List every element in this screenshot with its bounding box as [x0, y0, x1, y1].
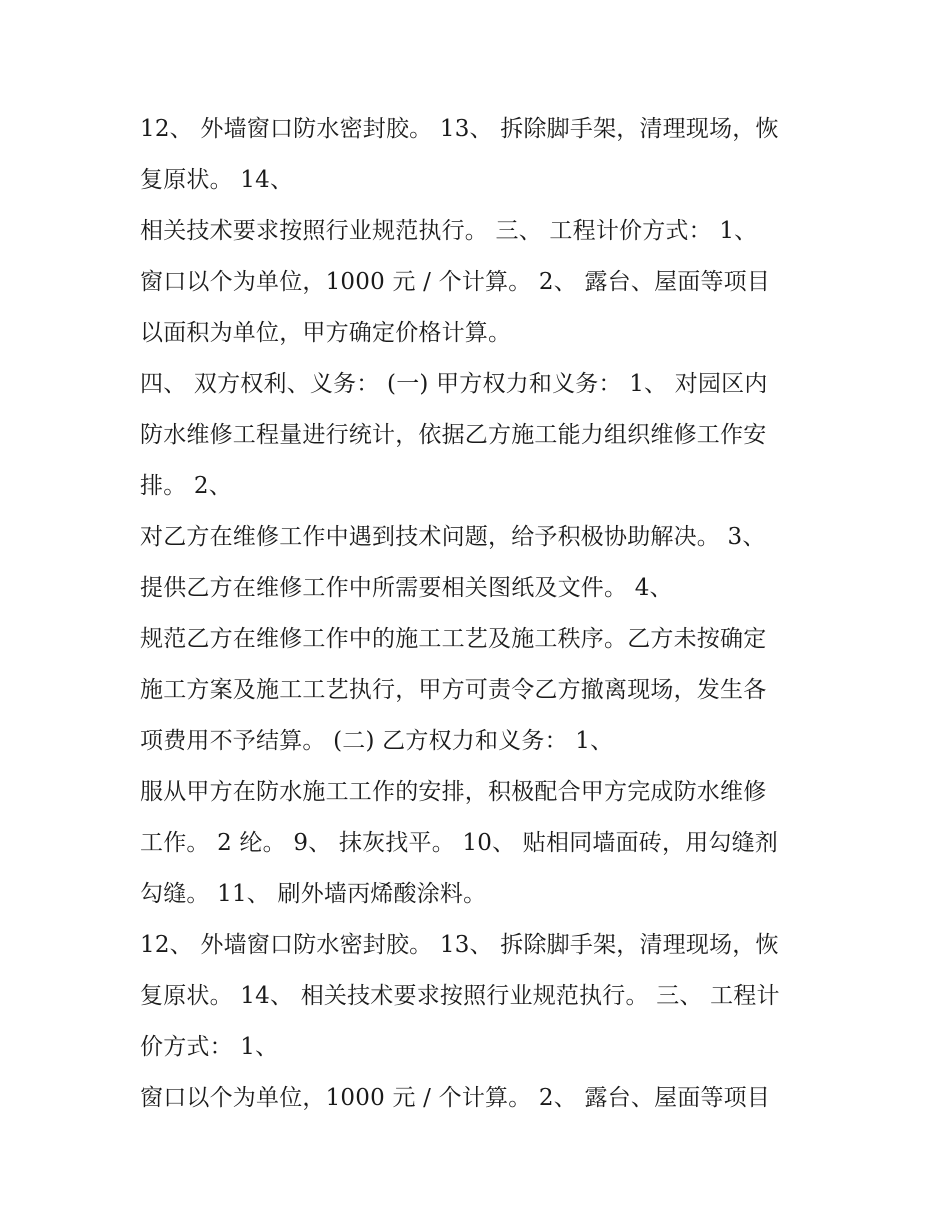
text-line: 项费用不予结算。 (二) 乙方权力和义务： 1、	[140, 728, 614, 754]
text-line: 以面积为单位，甲方确定价格计算。	[140, 320, 512, 346]
text-line: 工作。 2 纶。 9、 抹灰找平。 10、 贴相同墙面砖，用勾缝剂	[140, 830, 778, 856]
text-line: 规范乙方在维修工作中的施工工艺及施工秩序。乙方未按确定	[140, 626, 767, 652]
text-line: 服从甲方在防水施工工作的安排，积极配合甲方完成防水维修	[140, 779, 767, 805]
text-line: 复原状。 14、 相关技术要求按照行业规范执行。 三、 工程计	[140, 983, 780, 1009]
text-line: 价方式： 1、	[140, 1034, 279, 1060]
document-body	[140, 104, 830, 1124]
text-line: 排。 2、	[140, 473, 232, 499]
text-line: 窗口以个为单位，1000 元 / 个计算。 2、 露台、屋面等项目	[140, 1085, 771, 1111]
text-line: 复原状。 14、	[140, 167, 294, 193]
text-line: 勾缝。 11、 刷外墙丙烯酸涂料。	[140, 881, 487, 907]
text-line: 对乙方在维修工作中遇到技术问题，给予积极协助解决。 3、	[140, 524, 766, 550]
text-line: 12、 外墙窗口防水密封胶。 13、 拆除脚手架，清理现场，恢	[140, 116, 779, 142]
text-line: 提供乙方在维修工作中所需要相关图纸及文件。 4、	[140, 575, 673, 601]
text-line: 四、 双方权利、义务： (一) 甲方权力和义务： 1、 对园区内	[140, 371, 768, 397]
text-line: 相关技术要求按照行业规范执行。 三、 工程计价方式： 1、	[140, 218, 758, 244]
text-line: 窗口以个为单位，1000 元 / 个计算。 2、 露台、屋面等项目	[140, 269, 771, 295]
text-line: 施工方案及施工工艺执行，甲方可责令乙方撤离现场，发生各	[140, 677, 767, 703]
text-line: 防水维修工程量进行统计，依据乙方施工能力组织维修工作安	[140, 422, 767, 448]
text-line: 12、 外墙窗口防水密封胶。 13、 拆除脚手架，清理现场，恢	[140, 932, 779, 958]
